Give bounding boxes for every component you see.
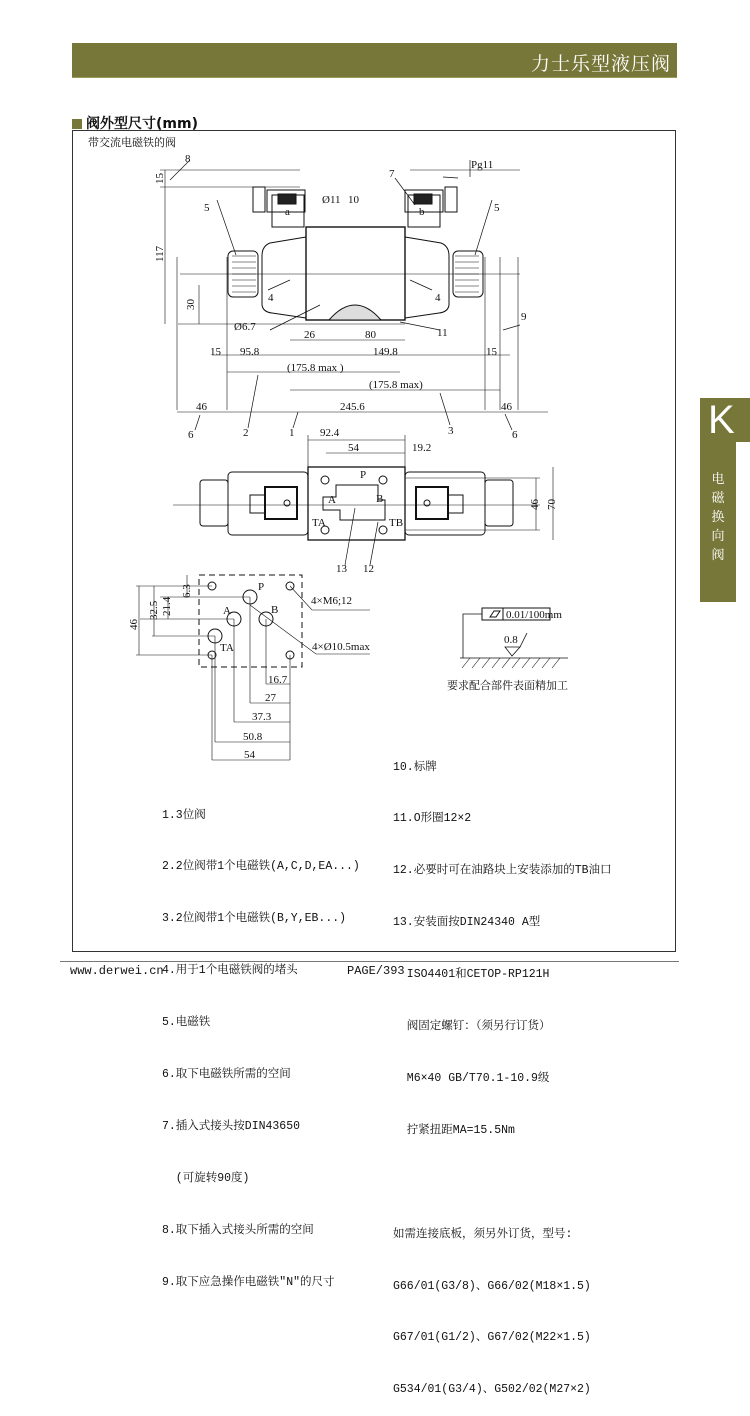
label: 4×M6;12 [311,595,353,607]
label: 46 [529,499,541,510]
legend-item: G67/01(G1/2)、G67/02(M22×1.5) [393,1331,591,1345]
label: 50.8 [243,731,263,743]
dimension-labels [128,153,568,761]
roughness-label: 0.8 [504,634,518,646]
legend-item: 阀固定螺钉：（须另行订货） [393,1020,551,1034]
section-title-text: 阀外型尺寸(mm) [86,116,198,132]
label: 92.4 [320,427,340,439]
legend-item: 5.电磁铁 [162,1016,211,1030]
flatness-label: 0.01/100mm [506,609,562,621]
label: 9 [521,311,527,323]
label: B [271,604,279,616]
label: 32.5 [148,600,160,620]
label: 80 [365,329,376,341]
label: 95.8 [240,346,260,358]
label: a [285,206,290,218]
label: A [223,605,231,617]
legend-item: 11.O形圈12×2 [393,812,472,826]
legend-item: M6×40 GB/T70.1-10.9级 [393,1071,550,1085]
legend-item: G534/01(G3/4)、G502/02(M27×2) [393,1383,591,1397]
label: 46 [501,401,512,413]
legend-item: 如需连接底板，须另外订货，型号: [393,1227,573,1241]
label: 46 [196,401,207,413]
label: 26 [304,329,315,341]
legend-item: ISO4401和CETOP-RP121H [393,968,550,982]
label: (175.8 max ) [287,362,344,374]
label: 1 [289,427,295,439]
label: 149.8 [373,346,398,358]
legend-item [393,1174,612,1191]
surface-note: 要求配合部件表面精加工 [447,680,568,692]
label: 30 [185,299,197,310]
label: 11 [437,327,448,339]
label: 5 [204,202,210,214]
footer-page-number: PAGE/393 [347,964,405,978]
label: 7 [389,168,395,180]
label: 6 [512,429,518,441]
legend-item: 6.取下电磁铁所需的空间 [162,1068,291,1082]
label: 2 [243,427,249,439]
legend-item: 10.标牌 [393,760,437,774]
legend-right [393,724,612,1416]
label: 21.4 [161,596,173,616]
label: 27 [265,692,276,704]
label: 70 [546,499,558,510]
legend-item: 13.安装面按DIN24340 A型 [393,916,541,930]
label: b [419,206,425,218]
label: 6.3 [181,584,193,598]
legend-left [162,772,360,1308]
label: 245.6 [340,401,365,413]
label: Pg11 [471,159,494,171]
label: 54 [244,749,255,761]
footer-website[interactable]: www.derwei.cn [70,964,164,978]
label: 16.7 [268,674,288,686]
label: 15 [154,173,166,184]
label: 15 [486,346,497,358]
label: 4 [435,292,441,304]
label: TA [312,517,326,529]
legend-item: 7.插入式接头按DIN43650 [162,1119,301,1133]
legend-item: 4.用于1个电磁铁阀的堵头 [162,964,298,978]
label: 4×Ø10.5max [312,641,370,653]
drawing-subtitle: 带交流电磁铁的阀 [88,136,176,149]
header-title: 力士乐型液压阀 [530,53,671,75]
legend-item: 12.必要时可在油路块上安装添加的TB油口 [393,864,612,878]
label: (175.8 max) [369,379,423,391]
side-tab-letter: K [708,398,735,442]
legend-item: 拧紧扭距MA=15.5Nm [393,1123,515,1137]
legend-item: G66/01(G3/8)、G66/02(M18×1.5) [393,1279,591,1293]
label: P [258,581,265,593]
label: 6 [188,429,194,441]
legend-item: 2.2位阀带1个电磁铁(A,C,D,EA...) [162,860,360,874]
label: A [328,494,336,506]
label: Ø11 [322,194,341,206]
label: TB [389,517,404,529]
label: 4 [268,292,274,304]
legend-item: 8.取下插入式接头所需的空间 [162,1223,314,1237]
side-tab-label: 电磁换向阀 [711,472,725,563]
legend-item: (可旋转90度) [162,1171,250,1185]
label: 19.2 [412,442,432,454]
label: 15 [210,346,221,358]
label: 37.3 [252,711,272,723]
top-view [173,435,553,565]
label: 3 [448,425,454,437]
legend-item: 9.取下应急操作电磁铁"N"的尺寸 [162,1275,335,1289]
label: TA [220,642,234,654]
label: 13 [336,563,347,575]
label: 46 [128,619,140,630]
label: 54 [348,442,359,454]
label: 8 [185,153,191,165]
label: B [376,493,384,505]
label: Ø6.7 [234,321,256,333]
label: 10 [348,194,359,206]
legend-item: 1.3位阀 [162,808,206,822]
label: 12 [363,563,374,575]
label: 5 [494,202,500,214]
label: 117 [154,245,166,262]
legend-item: 3.2位阀带1个电磁铁(B,Y,EB...) [162,912,347,926]
label: P [360,469,367,481]
footer-divider [60,961,679,962]
